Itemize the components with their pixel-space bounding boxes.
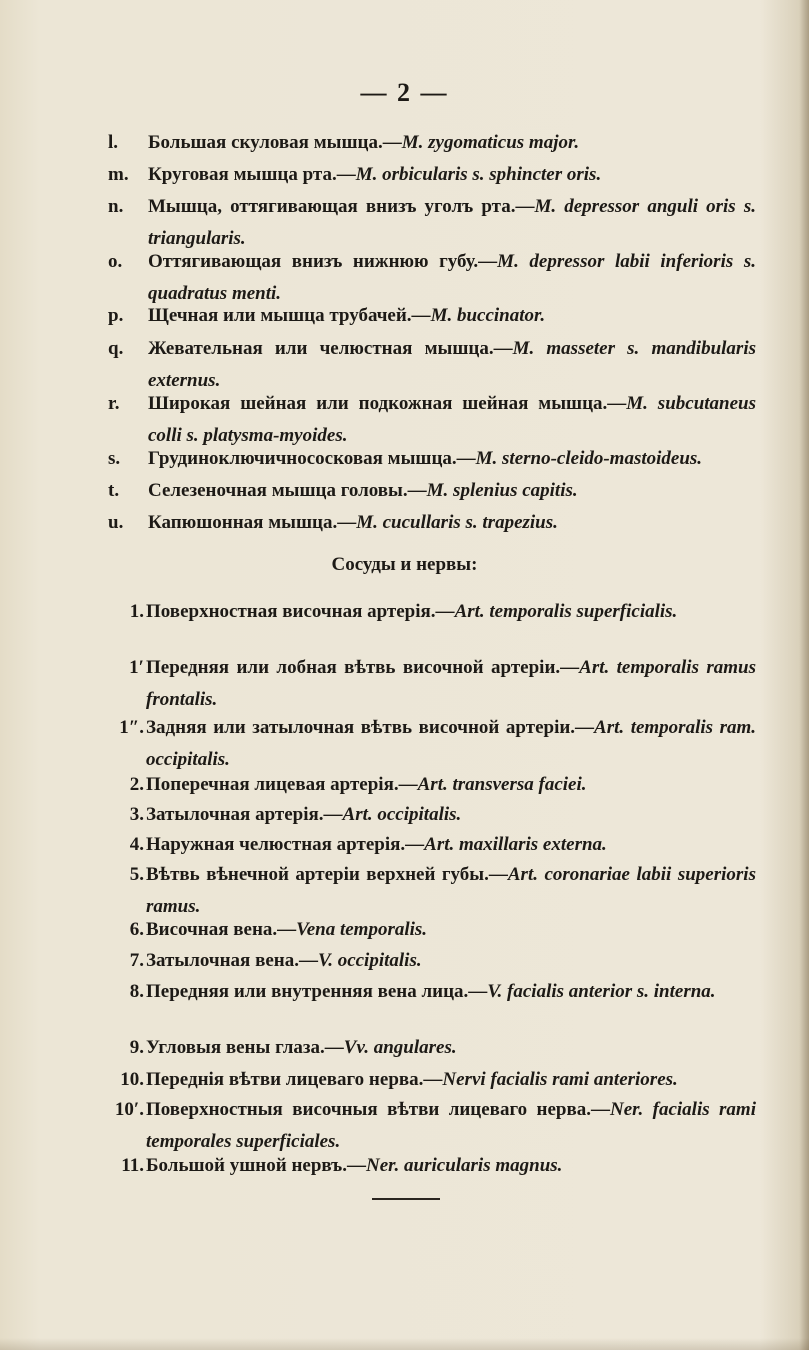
entry-text	[146, 652, 756, 716]
russian-term: Вѣтвь вѣнечной артеріи верхней губы.—	[146, 864, 508, 885]
entry-label: r.	[108, 393, 120, 414]
entry-text	[148, 507, 756, 539]
entry-label: p.	[108, 305, 124, 326]
entry-text	[146, 712, 756, 776]
russian-term: Круговая мышца рта.—	[148, 164, 356, 185]
entry-text	[148, 443, 756, 475]
entry-text	[146, 976, 756, 1008]
entry-label: 1′	[129, 657, 144, 678]
latin-term: M. masseter s. mandibularis externus.	[148, 338, 756, 391]
latin-term: Art. coronariae labii superioris ramus.	[146, 864, 756, 917]
entry-label: 10.	[120, 1069, 144, 1090]
russian-term: Затылочная артерія.—	[146, 804, 343, 825]
closing-rule	[372, 1198, 440, 1200]
entry-label: 10′.	[114, 1099, 144, 1120]
russian-term: Поверхностныя височныя вѣтви лицеваго нерва.—	[146, 1099, 610, 1120]
russian-term: Угловыя вены глаза.—	[146, 1037, 344, 1058]
latin-term: Ner. facialis rami temporales superficiales.	[146, 1099, 756, 1152]
latin-term: Vv. angulares.	[343, 1037, 457, 1058]
russian-term: Мышца, оттягивающая внизъ уголъ рта.—	[148, 196, 535, 217]
page-number: — 2 —	[360, 78, 449, 107]
entry-text	[146, 596, 756, 628]
entry-label: 7.	[129, 950, 144, 971]
russian-term: Щечная или мышца трубачей.—	[148, 305, 431, 326]
russian-term: Поперечная лицевая артерія.—	[146, 774, 418, 795]
russian-term: Передняя или лобная вѣтвь височной артеріи.—	[146, 657, 580, 678]
latin-term: V. facialis anterior s. interna.	[487, 981, 716, 1002]
entry-text	[146, 829, 756, 861]
latin-term: M. depressor labii inferioris s. quadratus menti.	[148, 251, 756, 304]
latin-term: Art. maxillaris externa.	[424, 834, 607, 855]
entry-label: 5.	[129, 864, 144, 885]
entry-text	[146, 799, 756, 831]
entry-label: 1.	[129, 601, 144, 622]
entry-label: l.	[108, 132, 119, 153]
russian-term: Височная вена.—	[146, 919, 297, 940]
latin-term: Art. temporalis ram. occipitalis.	[146, 717, 756, 770]
latin-term: M. buccinator.	[430, 305, 546, 326]
latin-term: M. depressor anguli oris s. triangularis.	[148, 196, 756, 249]
russian-term: Селезеночная мышца головы.—	[148, 480, 427, 501]
russian-term: Передняя или внутренняя вена лица.—	[146, 981, 488, 1002]
latin-term: Ner. auricularis magnus.	[366, 1155, 563, 1176]
entry-label: s.	[108, 448, 121, 469]
entry-text	[148, 300, 756, 332]
entry-text	[146, 1064, 756, 1096]
latin-term: Art. temporalis ramus frontalis.	[146, 657, 756, 710]
entry-label: 6.	[129, 919, 144, 940]
russian-term: Поверхностная височная артерія.—	[146, 601, 455, 622]
latin-term: M. zygomaticus major.	[401, 132, 580, 153]
latin-term: M. orbicularis s. sphincter oris.	[355, 164, 602, 185]
russian-term: Затылочная вена.—	[146, 950, 318, 971]
latin-term: M. cucullaris s. trapezius.	[356, 512, 558, 533]
entry-text	[148, 159, 756, 191]
latin-term: M. splenius capitis.	[426, 480, 578, 501]
entry-label: o.	[108, 251, 123, 272]
entry-text	[146, 1094, 756, 1158]
latin-term: Art. temporalis superficialis.	[454, 601, 678, 622]
page-edge-shadow	[799, 0, 809, 1350]
page-bottom-shadow	[0, 1338, 809, 1350]
latin-term: Art. transversa faciei.	[417, 774, 587, 795]
entry-label: q.	[108, 338, 124, 359]
latin-term: Vena temporalis.	[296, 919, 428, 940]
entry-text	[146, 945, 756, 977]
entry-text	[146, 1150, 756, 1182]
entry-label: t.	[108, 480, 120, 501]
latin-term: M. sterno-cleido-mastoideus.	[475, 448, 703, 469]
russian-term: Грудиноключичнососковая мышца.—	[148, 448, 476, 469]
russian-term: Оттягивающая внизъ нижнюю губу.—	[148, 251, 498, 272]
russian-term: Большой ушной нервъ.—	[146, 1155, 367, 1176]
russian-term: Капюшонная мышца.—	[148, 512, 357, 533]
russian-term: Наружная челюстная артерія.—	[146, 834, 425, 855]
russian-term: Задняя или затылочная вѣтвь височной артеріи.—	[146, 717, 595, 738]
section-heading: Сосуды и нервы:	[331, 554, 478, 575]
latin-term: Nervi facialis rami anteriores.	[442, 1069, 678, 1090]
entry-text	[146, 914, 756, 946]
latin-term: V. occipitalis.	[317, 950, 422, 971]
entry-label: u.	[108, 512, 124, 533]
entry-label: 1″.	[119, 717, 144, 738]
entry-label: 3.	[129, 804, 144, 825]
russian-term: Большая скуловая мышца.—	[148, 132, 402, 153]
russian-term: Широкая шейная или подкожная шейная мышца.—	[148, 393, 627, 414]
entry-label: 4.	[129, 834, 144, 855]
russian-term: Жевательная или челюстная мышца.—	[148, 338, 513, 359]
latin-term: M. subcutaneus colli s. platysma-myoides.	[148, 393, 756, 446]
entry-text	[148, 127, 756, 159]
entry-label: 9.	[129, 1037, 144, 1058]
entry-label: 2.	[129, 774, 144, 795]
entry-label: 11.	[121, 1155, 144, 1176]
entry-label: 8.	[129, 981, 144, 1002]
entry-text	[148, 475, 756, 507]
entry-text	[146, 1032, 756, 1064]
entry-text	[146, 769, 756, 801]
entry-label: m.	[108, 164, 129, 185]
latin-term: Art. occipitalis.	[342, 804, 462, 825]
russian-term: Переднія вѣтви лицеваго нерва.—	[146, 1069, 443, 1090]
entry-label: n.	[108, 196, 124, 217]
